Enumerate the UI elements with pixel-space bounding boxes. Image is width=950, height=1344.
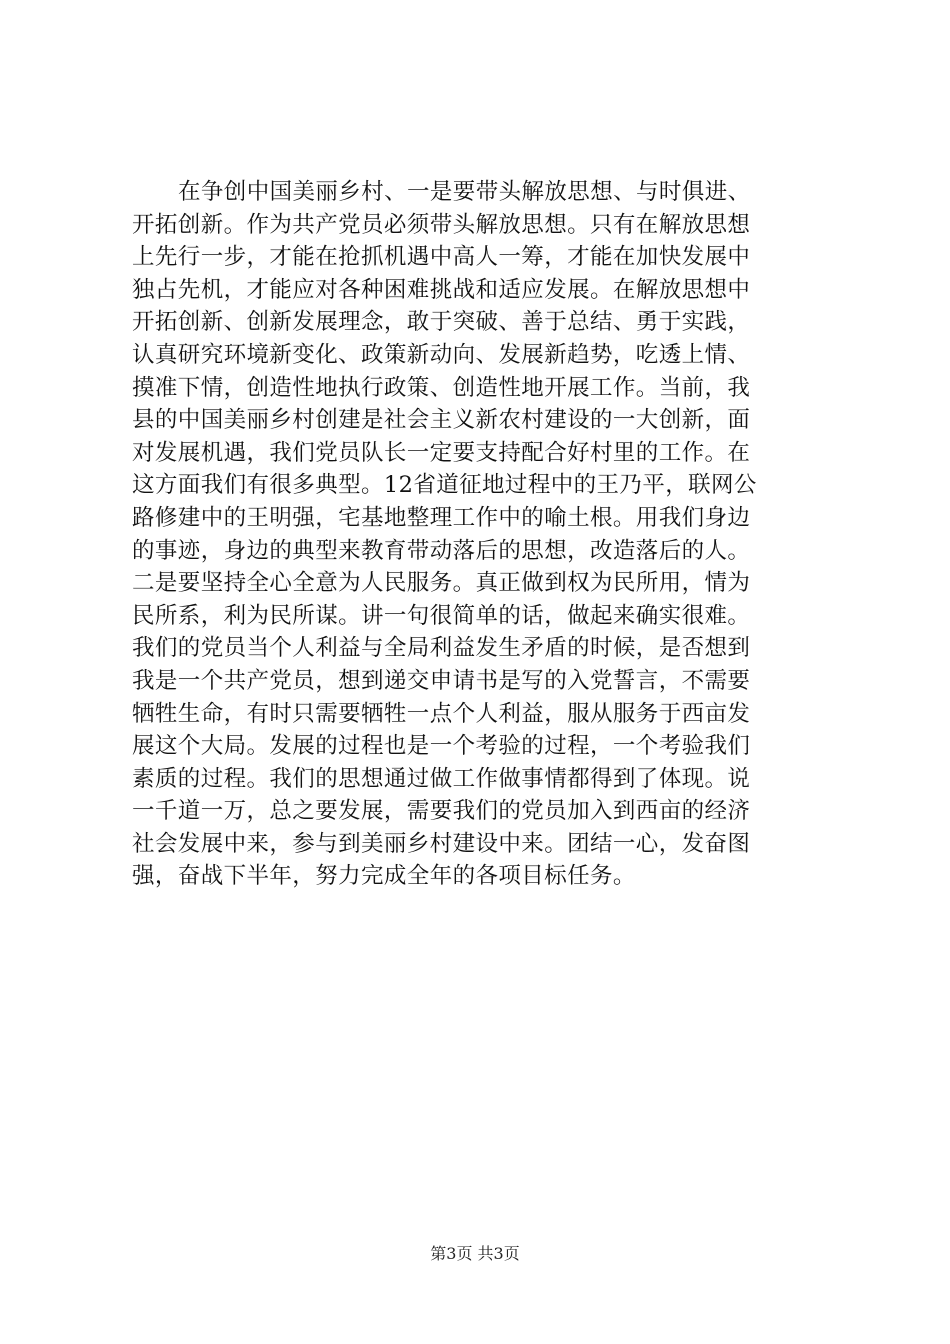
- paragraph-line: 社会发展中来，参与到美丽乡村建设中来。团结一心，发奋图: [132, 830, 751, 857]
- paragraph-line: 我们的党员当个人利益与全局利益发生矛盾的时候，是否想到: [132, 635, 751, 662]
- paragraph-line: 二是要坚持全心全意为人民服务。真正做到权为民所用，情为: [132, 570, 751, 597]
- paragraph-line: 一千道一万，总之要发展，需要我们的党员加入到西亩的经济: [132, 798, 751, 825]
- paragraph-line: 展这个大局。发展的过程也是一个考验的过程，一个考验我们: [132, 733, 751, 760]
- paragraph-line: 牺牲生命，有时只需要牺牲一点个人利益，服从服务于西亩发: [132, 700, 751, 727]
- paragraph-line: 这方面我们有很多典型。12省道征地过程中的王乃平，联网公: [132, 472, 757, 499]
- paragraph-line: 素质的过程。我们的思想通过做工作做事情都得到了体现。说: [132, 765, 751, 792]
- paragraph-line: 开拓创新。作为共产党员必须带头解放思想。只有在解放思想: [132, 211, 751, 238]
- paragraph-line: 摸准下情，创造性地执行政策、创造性地开展工作。当前，我: [132, 374, 751, 401]
- paragraph-line: 的事迹，身边的典型来教育带动落后的思想，改造落后的人。: [132, 537, 751, 564]
- paragraph-line: 开拓创新、创新发展理念，敢于突破、善于总结、勇于实践，: [132, 309, 751, 336]
- paragraph-line: 独占先机，才能应对各种困难挑战和适应发展。在解放思想中: [132, 276, 751, 303]
- page-number-footer: 第3页 共3页: [430, 1244, 520, 1263]
- body-paragraph: [132, 176, 832, 893]
- paragraph-line: 路修建中的王明强，宅基地整理工作中的喻土根。用我们身边: [132, 504, 751, 531]
- paragraph-line: 上先行一步，才能在抢抓机遇中高人一筹，才能在加快发展中: [132, 244, 751, 271]
- paragraph-line: 县的中国美丽乡村创建是社会主义新农村建设的一大创新，面: [132, 407, 751, 434]
- paragraph-line: 在争创中国美丽乡村、一是要带头解放思想、与时俱进、: [178, 179, 751, 205]
- paragraph-line: 认真研究环境新变化、政策新动向、发展新趋势，吃透上情、: [132, 341, 751, 368]
- paragraph-line: 我是一个共产党员，想到递交申请书是写的入党誓言，不需要: [132, 667, 751, 694]
- paragraph-line: 强，奋战下半年，努力完成全年的各项目标任务。: [132, 863, 636, 890]
- paragraph-line: 对发展机遇，我们党员队长一定要支持配合好村里的工作。在: [132, 439, 751, 466]
- paragraph-line: 民所系，利为民所谋。讲一句很简单的话，做起来确实很难。: [132, 602, 751, 629]
